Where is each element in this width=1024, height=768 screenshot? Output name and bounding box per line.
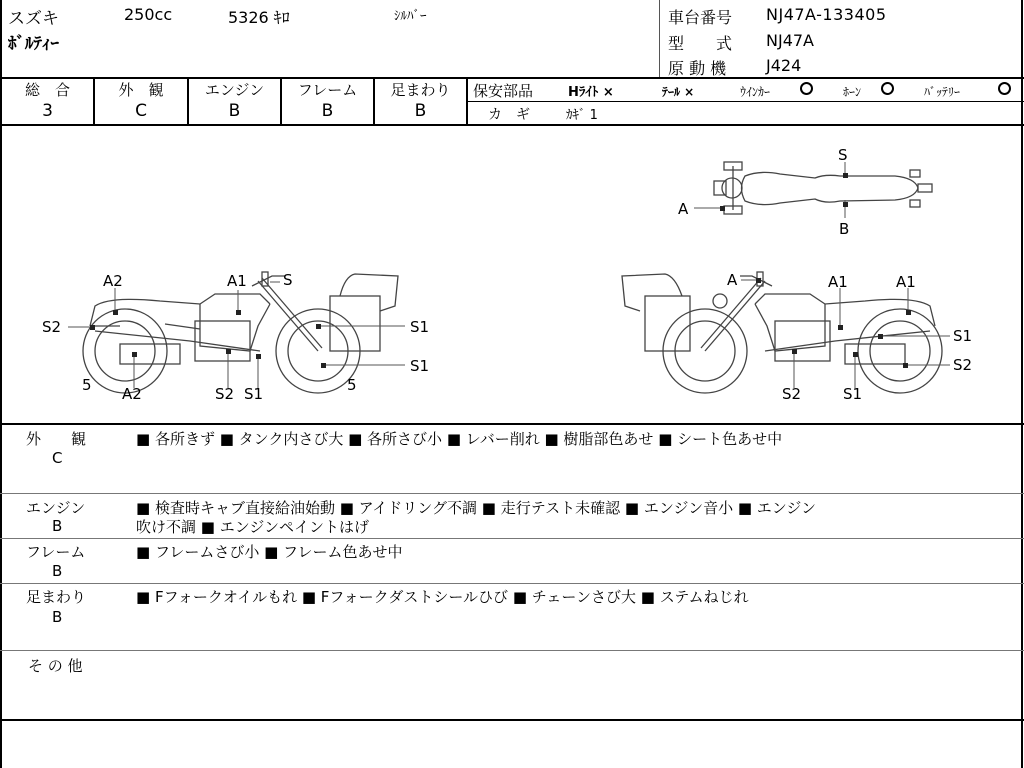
right-label-s1-bottom: S1 bbox=[843, 385, 863, 403]
safety-tail: ﾃｰﾙ × bbox=[662, 85, 695, 99]
safety-battery: ﾊﾞｯﾃﾘｰ bbox=[924, 85, 961, 99]
line-remarks-2 bbox=[0, 538, 1024, 539]
type-label: 型 式 bbox=[668, 34, 733, 53]
top-view-bike bbox=[714, 162, 932, 214]
right-label-a: A bbox=[727, 271, 738, 289]
remarks-exterior-grade: C bbox=[52, 449, 63, 467]
left-label-s1-a: S1 bbox=[410, 318, 430, 336]
line-remarks-1 bbox=[0, 493, 1024, 494]
remarks-engine-label: エンジン bbox=[26, 499, 86, 517]
safety-winker: ｳｲﾝｶｰ bbox=[740, 85, 771, 99]
line-remarks-4 bbox=[0, 650, 1024, 651]
horn-ok-icon bbox=[881, 82, 894, 95]
left-label-s1-b: S1 bbox=[410, 357, 430, 375]
left-label-5-b: 5 bbox=[347, 376, 357, 394]
key-label: カ ギ bbox=[488, 107, 530, 123]
left-label-a1: A1 bbox=[227, 272, 247, 290]
top-label-s: S bbox=[838, 146, 848, 164]
right-label-s1: S1 bbox=[953, 327, 973, 345]
type-value: NJ47A bbox=[766, 31, 814, 50]
grade-exterior-value: C bbox=[135, 101, 147, 121]
displacement: 250cc bbox=[124, 5, 173, 24]
remarks-frame-grade: B bbox=[52, 562, 63, 580]
safety-horn: ﾎｰﾝ bbox=[843, 85, 862, 99]
left-label-s2: S2 bbox=[42, 318, 62, 336]
left-label-a2-top: A2 bbox=[103, 272, 123, 290]
model-name: ﾎﾞﾙﾃｨｰ bbox=[8, 34, 59, 54]
remarks-suspension-grade: B bbox=[52, 608, 63, 626]
remarks-exterior-label: 外 観 bbox=[26, 430, 87, 448]
frame-no-label: 車台番号 bbox=[668, 8, 733, 27]
remarks-engine-text-2: 吹け不調 ■ エンジンペイントはげ bbox=[136, 518, 369, 536]
winker-ok-icon bbox=[800, 82, 813, 95]
grade-div-5 bbox=[466, 77, 468, 126]
top-label-a: A bbox=[678, 200, 689, 218]
divider-header bbox=[659, 0, 660, 77]
grade-frame-label: フレーム bbox=[297, 81, 358, 99]
line-grades-mid bbox=[468, 101, 1024, 102]
top-label-b: B bbox=[839, 220, 850, 238]
remarks-other-label: そ の 他 bbox=[28, 657, 83, 675]
motorcycle-diagram bbox=[0, 126, 1020, 422]
grade-overall-label: 総 合 bbox=[24, 81, 70, 99]
left-label-s1-bottom: S1 bbox=[244, 385, 264, 403]
body-color: ｼﾙﾊﾞｰ bbox=[394, 9, 427, 24]
engine-label: 原 動 機 bbox=[668, 59, 727, 78]
grade-frame-value: B bbox=[321, 101, 334, 121]
grade-engine-value: B bbox=[228, 101, 241, 121]
grade-suspension-label: 足まわり bbox=[390, 81, 451, 99]
right-label-a1-a: A1 bbox=[828, 273, 848, 291]
remarks-engine-grade: B bbox=[52, 517, 63, 535]
right-label-a1-b: A1 bbox=[896, 273, 916, 291]
remarks-suspension-text: ■ Fフォークオイルもれ ■ Fフォークダストシールひび ■ チェーンさび大 ■ ステムねじれ bbox=[136, 588, 749, 606]
line-diagram-bottom bbox=[0, 423, 1024, 425]
left-label-5-a: 5 bbox=[82, 376, 92, 394]
line-remarks-3 bbox=[0, 583, 1024, 584]
safety-headlight: Hﾗｲﾄ × bbox=[568, 85, 614, 100]
mileage: 5326 ｷﾛ bbox=[228, 8, 290, 27]
maker-name: スズキ bbox=[8, 9, 59, 29]
key-value: ｶｷﾞ 1 bbox=[566, 108, 598, 123]
remarks-engine-text-1: ■ 検査時キャブ直接給油始動 ■ アイドリング不調 ■ 走行テスト未確認 ■ エンジン音小 ■ エンジン bbox=[136, 499, 817, 517]
battery-ok-icon bbox=[998, 82, 1011, 95]
left-label-s-top: S bbox=[283, 271, 293, 289]
right-label-s2: S2 bbox=[953, 356, 973, 374]
left-label-s2-bottom: S2 bbox=[215, 385, 235, 403]
grade-overall-value: 3 bbox=[42, 101, 53, 121]
grade-suspension-value: B bbox=[414, 101, 427, 121]
right-label-s2-bottom: S2 bbox=[782, 385, 802, 403]
left-view-bike bbox=[83, 272, 398, 393]
border-right bbox=[1021, 0, 1023, 768]
right-view-bike bbox=[622, 272, 942, 393]
grade-engine-label: エンジン bbox=[204, 81, 265, 99]
remarks-exterior-text: ■ 各所きず ■ タンク内さび大 ■ 各所さび小 ■ レバー削れ ■ 樹脂部色あせ ■ シート色あせ中 bbox=[136, 430, 783, 448]
safety-label: 保安部品 bbox=[473, 82, 534, 100]
grade-exterior-label: 外 観 bbox=[118, 81, 164, 99]
engine-value: J424 bbox=[766, 56, 802, 75]
frame-no-value: NJ47A-133405 bbox=[766, 5, 887, 24]
remarks-frame-text: ■ フレームさび小 ■ フレーム色あせ中 bbox=[136, 543, 403, 561]
remarks-suspension-label: 足まわり bbox=[26, 588, 87, 606]
line-remarks-5 bbox=[0, 719, 1024, 721]
remarks-frame-label: フレーム bbox=[26, 543, 86, 561]
left-label-a2-bottom: A2 bbox=[122, 385, 142, 403]
